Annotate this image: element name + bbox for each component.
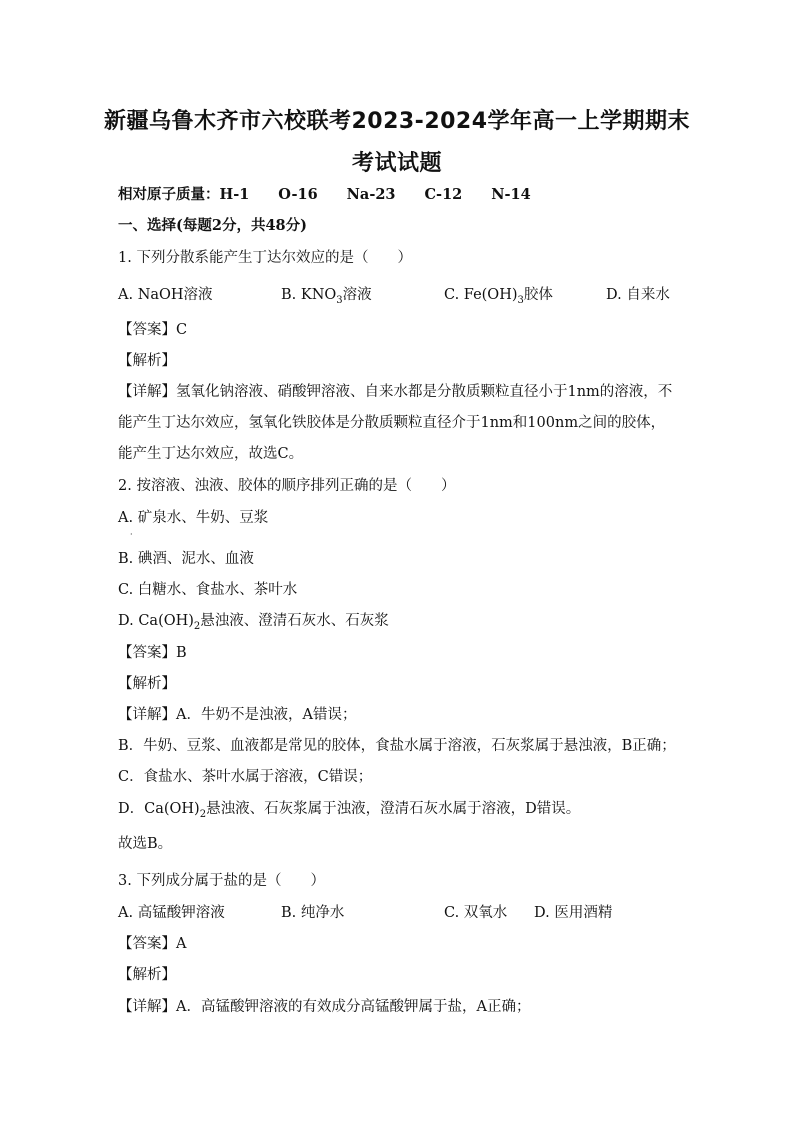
stray-dot-mark: · [130, 530, 133, 539]
q2-detail-c: C．食盐水、茶叶水属于溶液，C错误； [118, 769, 373, 785]
q1-option-d: D. 自来水 [606, 287, 670, 303]
q1-option-a: A. NaOH溶液 [118, 287, 213, 303]
q1-analysis-label: 【解析】 [118, 353, 176, 369]
q3-answer: 【答案】A [118, 936, 187, 952]
q1-option-c: C. $Fe(OH)_3$胶体 [444, 287, 553, 306]
q2-option-d: D. $Ca(OH)_2$悬浊液、澄清石灰水、石灰浆 [118, 613, 389, 632]
q2-option-b: B. 碘酒、泥水、血液 [118, 551, 254, 567]
q1-detail: 【详解】氢氧化钠溶液、硝酸钾溶液、自来水都是分散质颗粒直径小于1nm的溶液，不能产生丁达尔效应，氢氧化铁胶体是分散质颗粒直径介于1nm和100nm之间的胶体，能产生丁达尔效应，故选C。 [118, 384, 673, 462]
q2-detail-a: 【详解】A．牛奶不是浊液，A错误； [118, 707, 357, 723]
q1-stem: 1. 下列分散系能产生丁达尔效应的是（ ） [118, 250, 412, 266]
q3-detail-a: 【详解】A．高锰酸钾溶液的有效成分高锰酸钾属于盐，A正确； [118, 999, 531, 1015]
q2-analysis-label: 【解析】 [118, 676, 176, 692]
q3-analysis-label: 【解析】 [118, 967, 176, 983]
q3-option-c: C. 双氧水 [444, 905, 508, 921]
q2-option-a: A. 矿泉水、牛奶、豆浆 [118, 510, 269, 526]
q1-option-b: B. $KNO_3$溶液 [281, 287, 372, 306]
q1-answer: 【答案】C [118, 322, 188, 338]
q3-option-b: B. 纯净水 [281, 905, 345, 921]
q2-option-c: C. 白糖水、食盐水、茶叶水 [118, 582, 298, 598]
q3-option-d: D. 医用酒精 [534, 905, 613, 921]
document-title-line2: 考试试题 [351, 151, 442, 176]
section-heading: 一、选择(每题2分，共48分) [118, 217, 307, 234]
document-title-line1: 新疆乌鲁木齐市六校联考2023-2024学年高一上学期期末 [103, 109, 691, 134]
q2-answer: 【答案】B [118, 645, 187, 661]
q2-detail-b: B．牛奶、豆浆、血液都是常见的胶体，食盐水属于溶液，石灰浆属于悬浊液，B正确； [118, 738, 676, 754]
q2-detail-d: D．$Ca(OH)_2$悬浊液、石灰浆属于浊液，澄清石灰水属于溶液，D错误。 [118, 801, 581, 820]
q3-option-a: A. 高锰酸钾溶液 [118, 905, 225, 921]
q3-stem: 3. 下列成分属于盐的是（ ） [118, 873, 325, 889]
atomic-mass-line: 相对原子质量：H-1 O-16 Na-23 C-12 N-14 [118, 186, 531, 203]
q2-conclusion: 故选B。 [118, 836, 173, 852]
q2-stem: 2. 按溶液、浊液、胶体的顺序排列正确的是（ ） [118, 478, 456, 494]
